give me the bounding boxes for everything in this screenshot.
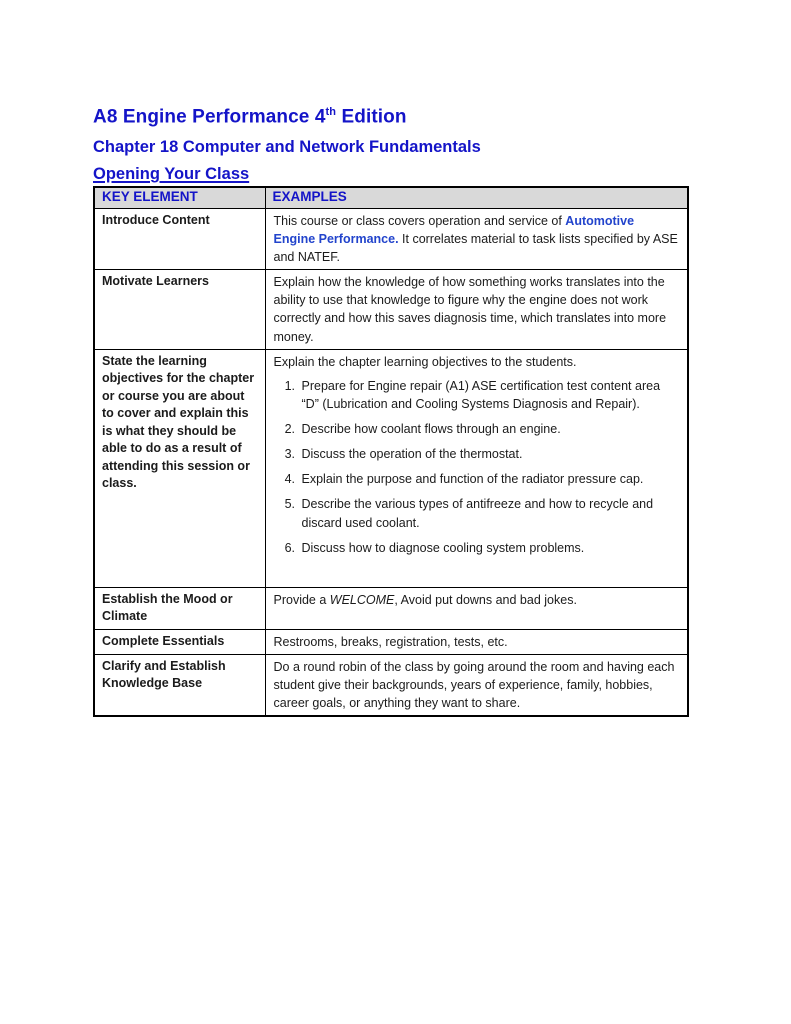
example-text [274,212,680,266]
section-heading: Opening Your Class [93,165,250,184]
table-row [94,208,688,269]
example-cell [265,654,688,716]
key-element-cell: State the learning objectives for the chapter or course you are about to cover and explain this is what they should be able to do as a result of attending this session or class. [94,349,265,587]
objectives-list [274,377,680,557]
objective-item: 2. Describe how coolant flows through an engine. [299,420,680,438]
title-superscript: th [325,106,337,118]
text-segment: Explain the chapter learning objectives to the students. [273,354,577,369]
table-row [94,270,688,350]
text-segment: Explain how the knowledge of how something works translates into the ability to use that knowledge to figure why the engine does not work correctly and how this saves diagnosis time, which translates into more money. [273,275,667,344]
title-main: A8 Engine Performance 4 [93,106,326,128]
text-segment: Restrooms, breaks, registration, tests, etc. [273,634,508,649]
key-element-cell: Introduce Content [94,208,265,269]
table-row [94,654,688,716]
example-cell [265,587,688,629]
example-cell [265,629,688,654]
table-row [94,349,688,587]
table-row [94,629,688,654]
document-content [93,106,693,717]
example-text [274,273,680,346]
example-cell [265,208,688,269]
table-body [94,208,688,716]
objective-item: 6. Discuss how to diagnose cooling system problems. [299,539,680,557]
objective-item: 3. Discuss the operation of the thermostat. [299,445,680,463]
text-segment: , Avoid put downs and bad jokes. [394,592,577,607]
example-cell [265,270,688,350]
text-segment: Automotive Engine Performance. [273,213,635,246]
key-element-cell: Establish the Mood or Climate [94,587,265,629]
example-text [274,591,680,609]
title-tail: Edition [336,106,407,128]
objective-item: 4. Explain the purpose and function of the radiator pressure cap. [299,470,680,488]
objective-item: 5. Describe the various types of antifreeze and how to recycle and discard used coolant. [299,495,680,531]
text-segment: It correlates material to task lists specified by ASE and NATEF. [273,231,678,265]
example-text [274,353,680,371]
key-element-cell: Clarify and Establish Knowledge Base [94,654,265,716]
document-title [93,106,693,128]
objective-item: 1. Prepare for Engine repair (A1) ASE certification test content area “D” (Lubrication and Cooling Systems Diagnosis and Repair). [299,377,680,413]
text-segment: WELCOME [329,592,395,607]
chapter-heading: Chapter 18 Computer and Network Fundamentals [93,138,481,157]
example-cell [265,349,688,587]
opening-class-table [93,186,689,717]
example-text [274,633,680,651]
table-header-row [94,187,688,208]
key-element-column-header: KEY ELEMENT [94,187,265,208]
key-element-cell: Motivate Learners [94,270,265,350]
examples-column-header: EXAMPLES [265,187,688,208]
text-segment: This course or class covers operation and service of [273,213,566,228]
text-segment: Do a round robin of the class by going around the room and having each student give their backgrounds, years of experience, family, hobbies, career goals, or anything they want to share. [273,659,675,711]
text-segment: Provide a [273,592,330,607]
example-text [274,658,680,712]
table-row [94,587,688,629]
key-element-cell: Complete Essentials [94,629,265,654]
